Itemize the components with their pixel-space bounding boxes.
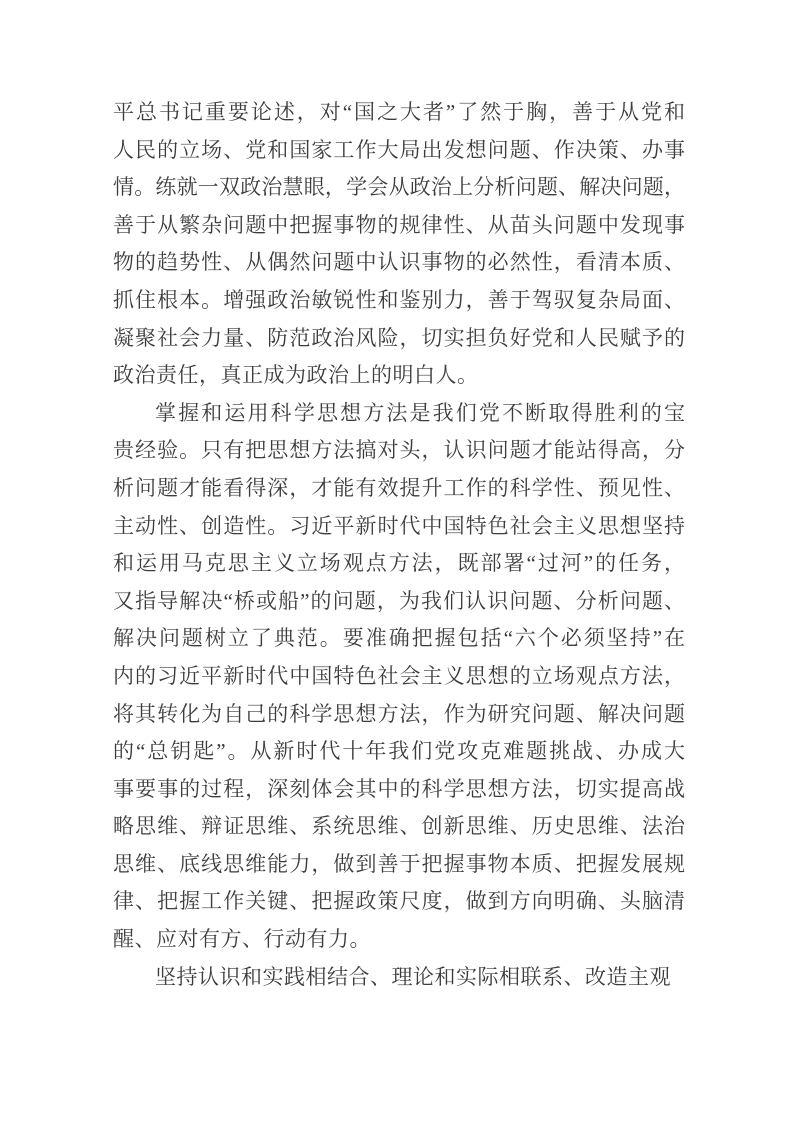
text-line: 掌握和运用科学思想方法是我们党不断取得胜利的宝 [155,400,685,425]
text-line: 平总书记重要论述，对“国之大者”了然于胸，善于从党和 [113,100,685,124]
text-line: 略思维、辩证思维、系统思维、创新思维、历史思维、法治 [113,814,685,839]
text-line: 政治责任，真正成为政治上的明白人。 [113,363,479,388]
text-line: 坚持认识和实践相结合、理论和实际相联系、改造主观 [155,964,671,989]
text-line: 善于从繁杂问题中把握事物的规律性、从苗头问题中发现事 [113,212,685,237]
text-line: 主动性、创造性。习近平新时代中国特色社会主义思想坚持 [113,513,685,538]
paragraph [113,959,685,997]
document-body [113,94,685,996]
text-line: 析问题才能看得深，才能有效提升工作的科学性、预见性、 [113,475,685,500]
text-line: 思维、底线思维能力，做到善于把握事物本质、把握发展规 [113,851,685,876]
text-line: 人民的立场、党和国家工作大局出发想问题、作决策、办事 [113,137,685,162]
text-line: 又指导解决“桥或船”的问题，为我们认识问题、分析问题、 [113,588,685,613]
paragraph [113,395,685,959]
text-line: 抓住根本。增强政治敏锐性和鉴别力，善于驾驭复杂局面、 [113,287,685,312]
text-line: 贵经验。只有把思想方法搞对头，认识问题才能站得高，分 [113,438,685,463]
text-line: 律、把握工作关键、把握政策尺度，做到方向明确、头脑清 [113,889,685,914]
text-line: 事要事的过程，深刻体会其中的科学思想方法，切实提高战 [113,776,685,801]
paragraph [113,94,685,395]
text-line: 和运用马克思主义立场观点方法，既部署“过河”的任务， [113,551,685,576]
text-line: 解决问题树立了典范。要准确把握包括“六个必须坚持”在 [113,626,685,651]
text-line: 凝聚社会力量、防范政治风险，切实担负好党和人民赋予的 [113,325,685,350]
text-line: 醒、应对有方、行动有力。 [113,927,371,952]
text-line: 情。练就一双政治慧眼，学会从政治上分析问题、解决问题， [113,175,685,200]
text-line: 将其转化为自己的科学思想方法，作为研究问题、解决问题 [113,701,685,726]
text-line: 物的趋势性、从偶然问题中认识事物的必然性，看清本质、 [113,250,685,275]
text-line: 的“总钥匙”。从新时代十年我们党攻克难题挑战、办成大 [113,739,685,764]
text-line: 内的习近平新时代中国特色社会主义思想的立场观点方法， [113,663,685,688]
